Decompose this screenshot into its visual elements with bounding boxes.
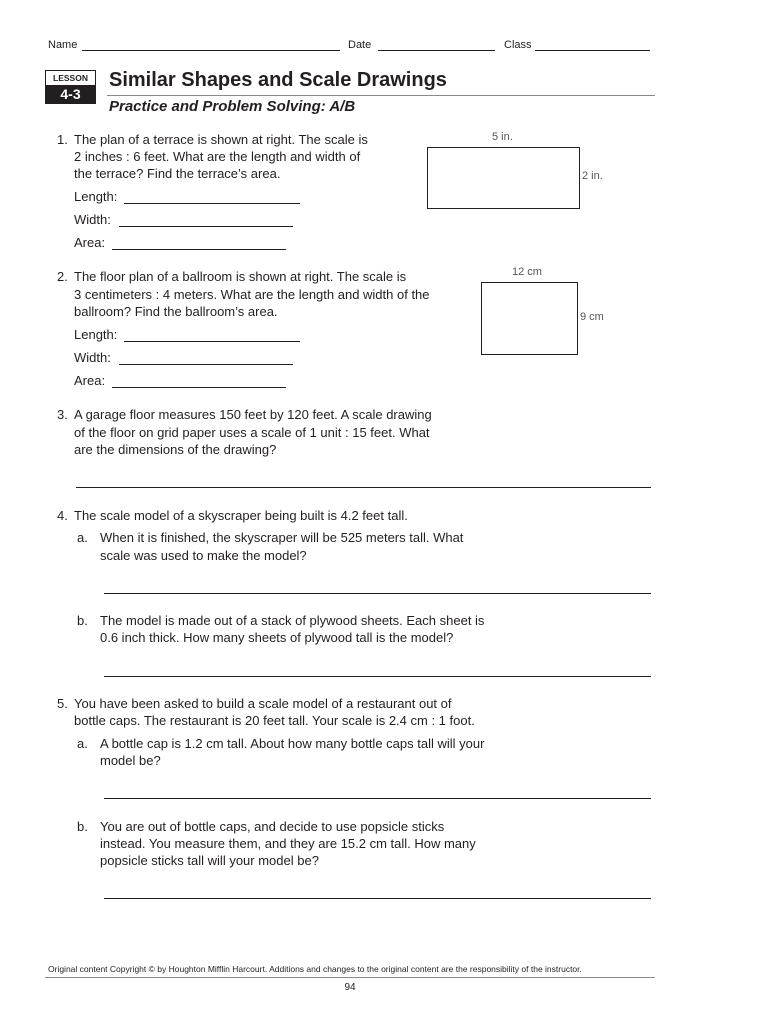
problem-text-line: When it is finished, the skyscraper will be 525 meters tall. What	[100, 530, 464, 545]
problem-text-line: are the dimensions of the drawing?	[74, 442, 277, 457]
answer-line[interactable]	[104, 898, 651, 899]
area-label: Area:	[74, 373, 106, 388]
problem-text-line: The scale model of a skyscraper being built is 4.2 feet tall.	[74, 508, 408, 523]
problem-text-line: The model is made out of a stack of plywood sheets. Each sheet is	[100, 613, 485, 628]
problem-text-line: bottle caps. The restaurant is 20 feet tall. Your scale is 2.4 cm : 1 foot.	[74, 713, 475, 728]
problem-text-line: The plan of a terrace is shown at right. The scale is	[74, 132, 368, 147]
lesson-number: 4-3	[45, 85, 96, 104]
problem-text-line: model be?	[100, 753, 161, 768]
date-label: Date	[348, 39, 372, 51]
part-letter: a.	[77, 736, 88, 751]
class-label: Class	[504, 39, 532, 51]
length-answer-field[interactable]	[124, 203, 300, 204]
problem-text-line: The floor plan of a ballroom is shown at right. The scale is	[74, 269, 407, 284]
problem-text-line: of the floor on grid paper uses a scale of 1 unit : 15 feet. What	[74, 425, 430, 440]
width-answer-field[interactable]	[119, 364, 293, 365]
figure-side-label: 9 cm	[580, 311, 604, 323]
figure-top-label: 5 in.	[492, 131, 513, 143]
answer-line[interactable]	[76, 487, 651, 488]
problem-text-line: instead. You measure them, and they are 15.2 cm tall. How many	[100, 836, 476, 851]
date-field[interactable]	[378, 50, 495, 51]
length-label: Length:	[74, 327, 118, 342]
area-answer-field[interactable]	[112, 249, 286, 250]
title-divider	[107, 95, 655, 96]
problem-text-line: 2 inches : 6 feet. What are the length and width of	[74, 149, 361, 164]
figure-top-label: 12 cm	[512, 266, 542, 278]
problem-text-line: A bottle cap is 1.2 cm tall. About how many bottle caps tall will your	[100, 736, 485, 751]
copyright-notice: Original content Copyright © by Houghton Mifflin Harcourt. Additions and changes to the original content are the responsibility of the instructor.	[48, 964, 582, 974]
width-label: Width:	[74, 212, 111, 227]
answer-line[interactable]	[104, 676, 651, 677]
lesson-badge-label: LESSON	[45, 70, 96, 86]
problem-text-line: ballroom? Find the ballroom’s area.	[74, 304, 278, 319]
ballroom-plan-rectangle	[481, 282, 578, 355]
name-label: Name	[48, 39, 78, 51]
footer-divider	[45, 977, 655, 978]
area-label: Area:	[74, 235, 106, 250]
problem-text-line: A garage floor measures 150 feet by 120 feet. A scale drawing	[74, 407, 432, 422]
problem-number: 3.	[57, 407, 68, 422]
name-field[interactable]	[82, 50, 340, 51]
answer-line[interactable]	[104, 593, 651, 594]
page-title: Similar Shapes and Scale Drawings	[109, 69, 447, 91]
problem-text-line: You have been asked to build a scale model of a restaurant out of	[74, 696, 452, 711]
problem-text-line: the terrace? Find the terrace’s area.	[74, 166, 281, 181]
problem-text-line: popsicle sticks tall will your model be?	[100, 853, 319, 868]
width-label: Width:	[74, 350, 111, 365]
lesson-badge	[45, 70, 96, 104]
part-letter: b.	[77, 819, 88, 834]
part-letter: a.	[77, 530, 88, 545]
problem-number: 4.	[57, 508, 68, 523]
length-answer-field[interactable]	[124, 341, 300, 342]
problem-number: 1.	[57, 132, 68, 147]
area-answer-field[interactable]	[112, 387, 286, 388]
answer-line[interactable]	[104, 798, 651, 799]
class-field[interactable]	[535, 50, 650, 51]
figure-side-label: 2 in.	[582, 170, 603, 182]
terrace-plan-rectangle	[427, 147, 580, 209]
part-letter: b.	[77, 613, 88, 628]
problem-text-line: You are out of bottle caps, and decide to use popsicle sticks	[100, 819, 445, 834]
page-subtitle: Practice and Problem Solving: A/B	[109, 98, 356, 115]
problem-text-line: 0.6 inch thick. How many sheets of plywood tall is the model?	[100, 630, 454, 645]
problem-number: 2.	[57, 269, 68, 284]
problem-text-line: scale was used to make the model?	[100, 548, 307, 563]
problem-text-line: 3 centimeters : 4 meters. What are the length and width of the	[74, 287, 430, 302]
length-label: Length:	[74, 189, 118, 204]
problem-number: 5.	[57, 696, 68, 711]
page-number: 94	[344, 982, 356, 993]
width-answer-field[interactable]	[119, 226, 293, 227]
